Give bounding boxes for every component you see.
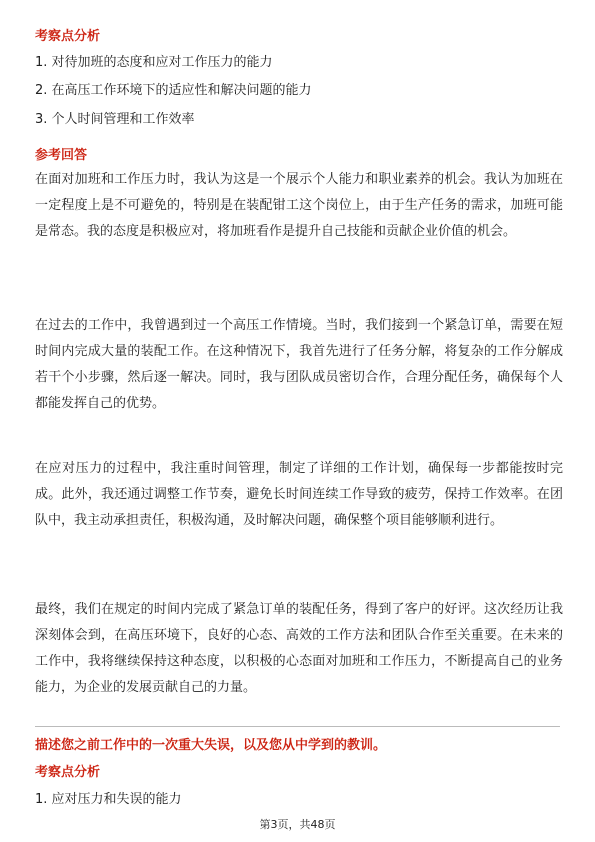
section-divider — [35, 726, 560, 727]
answer-paragraph: 最终，我们在规定的时间内完成了紧急订单的装配任务，得到了客户的好评。这次经历让我深刻体会到，在高压环境下，良好的心态、高效的工作方法和团队合作至关重要。在未来的工作中，我将继续保持这种态度，以积极的心态面对加班和工作压力，不断提高自己的业务能力，为企业的发展贡献自己的力量。 — [35, 602, 563, 695]
analysis-item: 1. 应对压力和失误的能力 — [35, 792, 182, 807]
section-heading-analysis-2: 考察点分析 — [35, 765, 101, 780]
page-footer: 第3页，共48页 — [259, 818, 336, 831]
section-heading-analysis: 考察点分析 — [35, 29, 101, 44]
answer-paragraph: 在过去的工作中，我曾遇到过一个高压工作情境。当时，我们接到一个紧急订单，需要在短时间内完成大量的装配工作。在这种情况下，我首先进行了任务分解，将复杂的工作分解成若干个小步骤，然后逐一解决。同时，我与团队成员密切合作，合理分配任务，确保每个人都能发挥自己的优势。 — [35, 318, 563, 411]
section-heading-answer: 参考回答 — [35, 148, 88, 163]
answer-paragraph: 在应对压力的过程中，我注重时间管理，制定了详细的工作计划，确保每一步都能按时完成。此外，我还通过调整工作节奏，避免长时间连续工作导致的疲劳，保持工作效率。在团队中，我主动承担责任，积极沟通，及时解决问题，确保整个项目能够顺利进行。 — [35, 461, 563, 528]
analysis-item: 2. 在高压工作环境下的适应性和解决问题的能力 — [35, 83, 312, 98]
question-title: 描述您之前工作中的一次重大失误，以及您从中学到的教训。 — [35, 738, 387, 753]
analysis-item: 1. 对待加班的态度和应对工作压力的能力 — [35, 55, 273, 70]
analysis-item: 3. 个人时间管理和工作效率 — [35, 112, 195, 127]
answer-paragraph: 在面对加班和工作压力时，我认为这是一个展示个人能力和职业素养的机会。我认为加班在一定程度上是不可避免的，特别是在装配钳工这个岗位上，由于生产任务的需求，加班可能是常态。我的态度是积极应对，将加班看作是提升自己技能和贡献企业价值的机会。 — [35, 172, 563, 239]
